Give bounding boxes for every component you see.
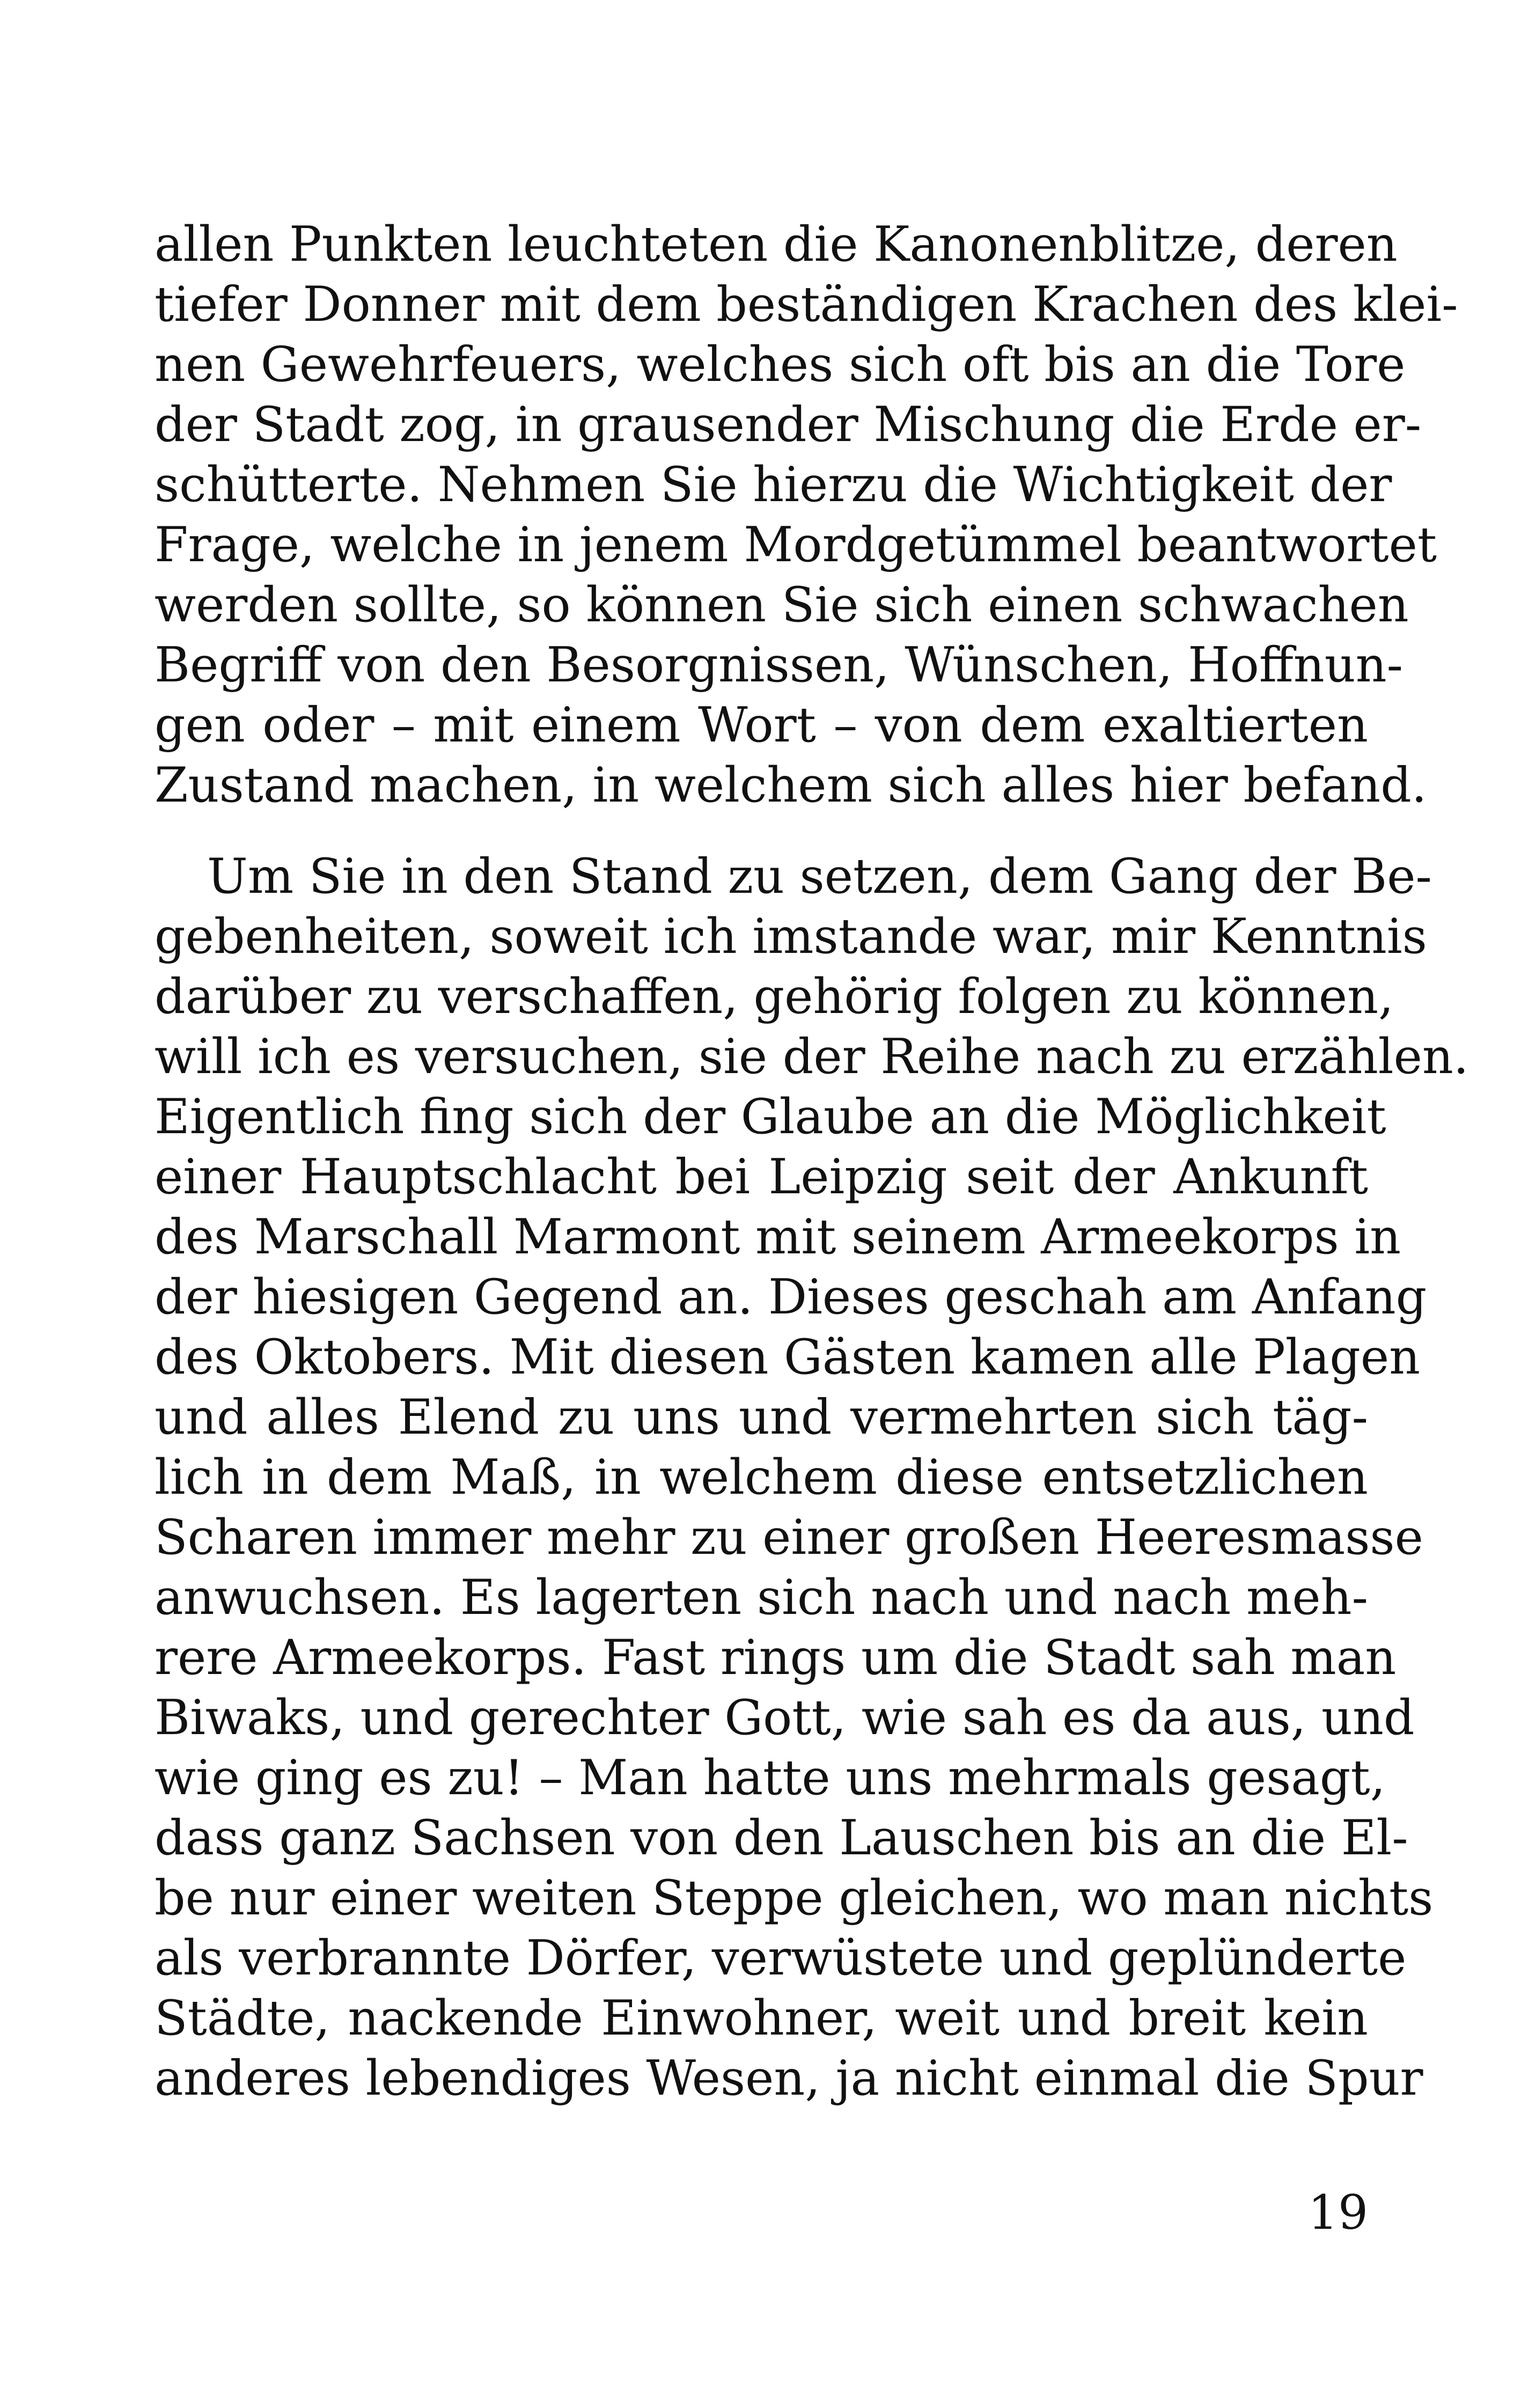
text-line: anderes lebendiges Wesen, ja nicht einmal die Spur xyxy=(155,2050,1423,2106)
text-line: Begriff von den Besorgnissen, Wünschen, Hoffnun- xyxy=(155,637,1404,693)
text-line: des Marschall Marmont mit seinem Armeekorps in xyxy=(155,1209,1401,1265)
text-line: tiefer Donner mit dem beständigen Krachen des klei- xyxy=(155,276,1458,333)
text-line: anwuchsen. Es lagerten sich nach und nach meh- xyxy=(155,1569,1368,1626)
text-line: und alles Elend zu uns und vermehrten sich täg- xyxy=(155,1389,1368,1445)
text-line: gebenheiten, soweit ich imstande war, mir Kenntnis xyxy=(155,908,1427,965)
text-line: nen Gewehrfeuers, welches sich oft bis an die Tore xyxy=(155,336,1406,393)
text-line: darüber zu verschaffen, gehörig folgen zu können, xyxy=(155,968,1394,1025)
paragraph-2 xyxy=(155,847,1469,2109)
text-line: will ich es versuchen, sie der Reihe nach zu erzählen. xyxy=(155,1029,1469,1085)
text-line: Scharen immer mehr zu einer großen Heeresmasse xyxy=(155,1509,1423,1566)
text-line: be nur einer weiten Steppe gleichen, wo man nichts xyxy=(155,1870,1434,1926)
text-line: der Stadt zog, in grausender Mischung die Erde er- xyxy=(155,397,1422,453)
text-line: der hiesigen Gegend an. Dieses geschah am Anfang xyxy=(155,1269,1427,1325)
text-line: gen oder – mit einem Wort – von dem exaltierten xyxy=(155,697,1368,753)
text-line: schütterte. Nehmen Sie hierzu die Wichtigkeit der xyxy=(155,457,1392,513)
text-line: einer Hauptschlacht bei Leipzig seit der Ankunft xyxy=(155,1149,1368,1205)
text-line: wie ging es zu! – Man hatte uns mehrmals gesagt, xyxy=(155,1750,1386,1806)
text-line: Frage, welche in jenem Mordgetümmel beantwortet xyxy=(155,517,1437,573)
text-line: Eigentlich fing sich der Glaube an die Möglichkeit xyxy=(155,1089,1386,1145)
text-line: allen Punkten leuchteten die Kanonenblitze, deren xyxy=(155,216,1398,273)
text-line: werden sollte, so können Sie sich einen schwachen xyxy=(155,577,1409,633)
text-line: Biwaks, und gerechter Gott, wie sah es da aus, und xyxy=(155,1690,1415,1746)
text-line: lich in dem Maß, in welchem diese entsetzlichen xyxy=(155,1449,1368,1506)
text-line: dass ganz Sachsen von den Lauschen bis an die El- xyxy=(155,1810,1408,1866)
text-line: Zustand machen, in welchem sich alles hier befand. xyxy=(155,757,1427,813)
text-line: rere Armeekorps. Fast rings um die Stadt sah man xyxy=(155,1629,1397,1686)
text-line: Um Sie in den Stand zu setzen, dem Gang der Be- xyxy=(207,848,1432,905)
paragraph-1 xyxy=(155,215,1458,816)
text-line: des Oktobers. Mit diesen Gästen kamen alle Plagen xyxy=(155,1329,1421,1385)
page-number: 19 xyxy=(1308,2185,1368,2240)
text-line: als verbrannte Dörfer, verwüstete und geplünderte xyxy=(155,1930,1407,1986)
text-line: Städte, nackende Einwohner, weit und breit kein xyxy=(155,1990,1368,2046)
